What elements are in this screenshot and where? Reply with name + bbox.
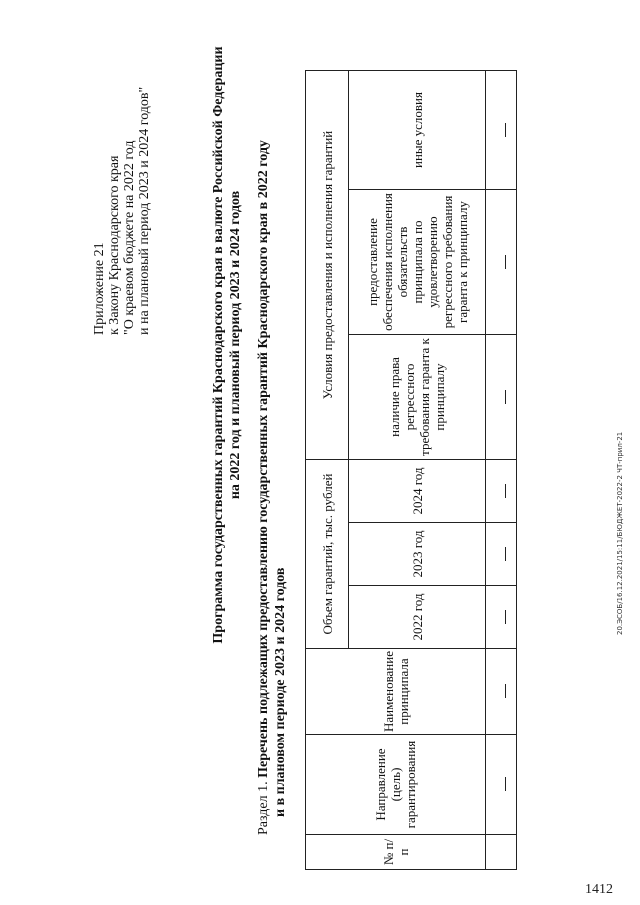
header-year-2024: 2024 год [349,460,486,523]
header-conditions: Условия предоставления и исполнения гарантий [306,71,349,460]
dash-mark [505,547,506,561]
header-year-2023: 2023 год [349,523,486,586]
appendix-line-4: и на плановый период 2023 и 2024 годов" [137,86,152,335]
section-title [255,15,289,835]
program-title-line-2: на 2022 год и плановый период 2023 и 2024 годов [228,190,243,500]
dash-mark [505,484,506,498]
dash-mark [505,685,506,699]
header-condition-other: иные условия [349,71,486,190]
dash-mark [505,610,506,624]
section-title-line-1: Перечень подлежащих предоставлению государственных гарантий Краснодарского края в 2022 году [256,140,271,778]
appendix-line-2: к Закону Краснодарского края [107,155,122,335]
header-direction: Направление (цель) гарантирования [306,735,486,835]
header-num: № п/п [306,835,486,870]
program-title-line-1: Программа государственных гарантий Краснодарского края в валюте Российской Федерации [211,46,226,644]
header-principal: Наименование принципала [306,649,486,735]
dash-mark [505,778,506,792]
section-prefix: Раздел 1. [256,777,271,835]
header-year-2022: 2022 год [349,586,486,649]
dash-mark [505,255,506,269]
table-row [486,71,517,870]
appendix-line-3: "О краевом бюджете на 2022 год [122,140,137,335]
dash-mark [505,123,506,137]
program-title [210,45,244,645]
dash-mark [505,390,506,404]
document-stamp: 20.ЭСОБ/16.12.2021/15:11/БЮДЖЕТ-2022-2 ЧТ-прил-21 [616,431,624,635]
appendix-header [92,87,152,335]
guarantees-table [305,70,517,870]
page-number: 1412 [585,882,613,897]
section-title-line-2: и в плановом периоде 2023 и 2024 годов [273,567,288,817]
header-condition-security: предоставление обеспечения исполнения обязательств принципала по удовлетворению регрессного требования гаранта к принципалу [349,190,486,335]
header-volume: Объем гарантий, тыс. рублей [306,460,349,649]
appendix-line-1: Приложение 21 [92,242,107,335]
header-condition-regress: наличие права регрессного требования гаранта к принципалу [349,335,486,460]
